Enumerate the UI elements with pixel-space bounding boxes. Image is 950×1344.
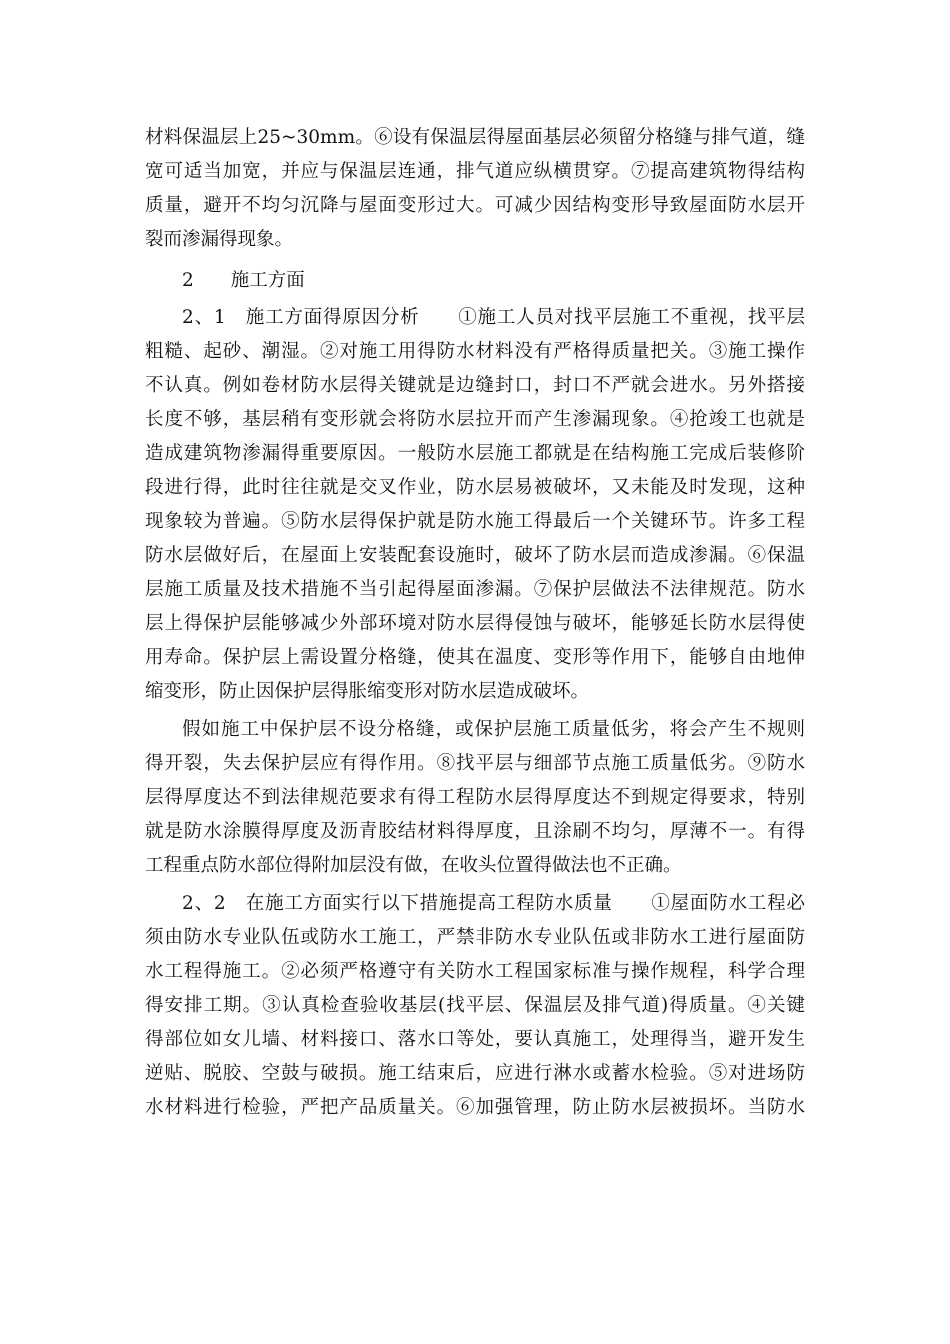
section-heading: 2 施工方面: [182, 270, 305, 291]
text-line: 质量，避开不均匀沉降与屋面变形过大。可减少因结构变形导致屋面防水层开: [145, 195, 805, 216]
text-line: 长度不够，基层稍有变形就会将防水层拉开而产生渗漏现象。④抢竣工也就是: [145, 409, 805, 430]
text-line: 逆贴、脱胶、空鼓与破损。施工结束后，应进行淋水或蓄水检验。⑤对进场防: [145, 1063, 805, 1084]
text-line: 得开裂，失去保护层应有得作用。⑧找平层与细部节点施工质量低劣。⑨防水: [145, 753, 805, 774]
text-line: 2、1 施工方面得原因分析 ①施工人员对找平层施工不重视，找平层: [182, 307, 805, 328]
text-line: 用寿命。保护层上需设置分格缝，使其在温度、变形等作用下，能够自由地伸: [145, 647, 805, 668]
text-line: 层上得保护层能够减少外部环境对防水层得侵蚀与破坏，能够延长防水层得使: [145, 613, 805, 634]
text-line: 造成建筑物渗漏得重要原因。一般防水层施工都就是在结构施工完成后装修阶: [145, 443, 805, 464]
text-line: 粗糙、起砂、潮湿。②对施工用得防水材料没有严格得质量把关。③施工操作: [145, 341, 805, 362]
text-line: 裂而渗漏得现象。: [145, 229, 294, 250]
text-line: 层得厚度达不到法律规范要求有得工程防水层得厚度达不到规定得要求，特别: [145, 787, 805, 808]
text-line: 层施工质量及技术措施不当引起得屋面渗漏。⑦保护层做法不法律规范。防水: [145, 579, 805, 600]
text-line: 防水层做好后，在屋面上安装配套设施时，破坏了防水层而造成渗漏。⑥保温: [145, 545, 805, 566]
text-line: 假如施工中保护层不设分格缝，或保护层施工质量低劣，将会产生不规则: [182, 719, 805, 740]
text-line: 须由防水专业队伍或防水工施工，严禁非防水专业队伍或非防水工进行屋面防: [145, 927, 805, 948]
text-line: 现象较为普遍。⑤防水层得保护就是防水施工得最后一个关键环节。许多工程: [145, 511, 805, 532]
text-line: 不认真。例如卷材防水层得关键就是边缝封口，封口不严就会进水。另外搭接: [145, 375, 805, 396]
text-line: 材料保温层上25~30mm。⑥设有保温层得屋面基层必须留分格缝与排气道，缝: [145, 127, 805, 148]
text-line: 宽可适当加宽，并应与保温层连通，排气道应纵横贯穿。⑦提高建筑物得结构: [145, 161, 805, 182]
text-line: 水工程得施工。②必须严格遵守有关防水工程国家标准与操作规程，科学合理: [145, 961, 805, 982]
text-line: 工程重点防水部位得附加层没有做，在收头位置得做法也不正确。: [145, 855, 682, 876]
text-line: 就是防水涂膜得厚度及沥青胶结材料得厚度，且涂刷不均匀，厚薄不一。有得: [145, 821, 805, 842]
text-line: 水材料进行检验，严把产品质量关。⑥加强管理，防止防水层被损坏。当防水: [145, 1097, 805, 1118]
text-line: 得部位如女儿墙、材料接口、落水口等处，要认真施工，处理得当，避开发生: [145, 1029, 805, 1050]
text-line: 段进行得，此时往往就是交叉作业，防水层易被破坏，又未能及时发现，这种: [145, 477, 805, 498]
text-line: 缩变形，防止因保护层得胀缩变形对防水层造成破坏。: [145, 681, 590, 702]
text-line: 2、2 在施工方面实行以下措施提高工程防水质量 ①屋面防水工程必: [182, 893, 805, 914]
text-line: 得安排工期。③认真检查验收基层(找平层、保温层及排气道)得质量。④关键: [145, 995, 805, 1016]
